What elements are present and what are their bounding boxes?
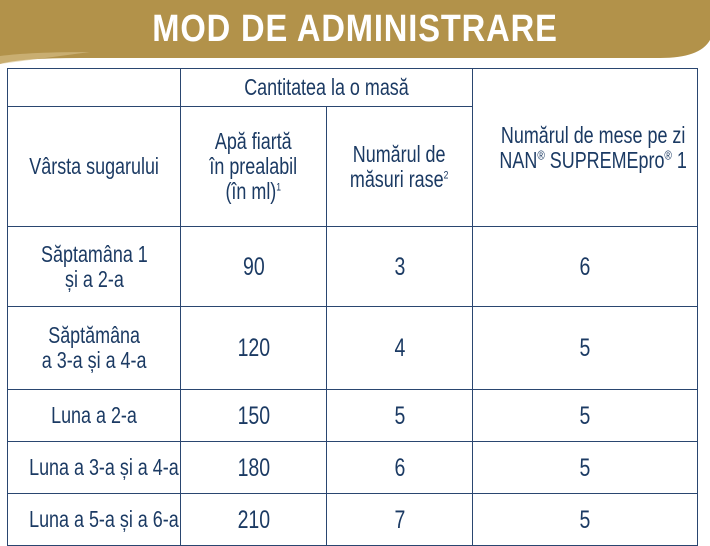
scoops-cell: 5	[327, 390, 473, 442]
age-cell: Luna a 5-a și a 6-a	[8, 494, 181, 546]
quantity-group-header: Cantitatea la o masă	[181, 69, 473, 107]
age-cell: Săptamâna 1 și a 2-a	[8, 227, 181, 307]
table-row	[8, 390, 698, 442]
table-header-row-group	[8, 69, 698, 107]
water-cell: 120	[181, 307, 327, 390]
table-row	[8, 442, 698, 494]
empty-header-cell	[8, 69, 181, 107]
scoops-cell: 3	[327, 227, 473, 307]
scoops-cell: 7	[327, 494, 473, 546]
meals-cell: 5	[473, 307, 698, 390]
water-cell: 150	[181, 390, 327, 442]
scoops-header: Numărul de măsuri rase$^2$	[327, 107, 473, 227]
table-row	[8, 307, 698, 390]
meals-per-day-header: Numărul de mese pe zi NAN® SUPREMEpro® 1	[473, 69, 698, 227]
meals-cell: 6	[473, 227, 698, 307]
age-header: Vârsta sugarului	[8, 107, 181, 227]
water-cell: 90	[181, 227, 327, 307]
scoops-cell: 6	[327, 442, 473, 494]
title-banner	[0, 0, 710, 64]
meals-cell: 5	[473, 390, 698, 442]
age-cell: Luna a 2-a	[8, 390, 181, 442]
table-row	[8, 227, 698, 307]
age-cell: Luna a 3-a și a 4-a	[8, 442, 181, 494]
water-cell: 180	[181, 442, 327, 494]
age-cell: Săptămâna a 3-a și a 4-a	[8, 307, 181, 390]
dosage-table	[7, 68, 698, 546]
page-title: MOD DE ADMINISTRARE	[152, 7, 558, 50]
meals-cell: 5	[473, 494, 698, 546]
water-cell: 210	[181, 494, 327, 546]
table-row	[8, 494, 698, 546]
meals-cell: 5	[473, 442, 698, 494]
water-header: Apă fiartă în prealabil (în ml)$^1$	[181, 107, 327, 227]
scoops-cell: 4	[327, 307, 473, 390]
